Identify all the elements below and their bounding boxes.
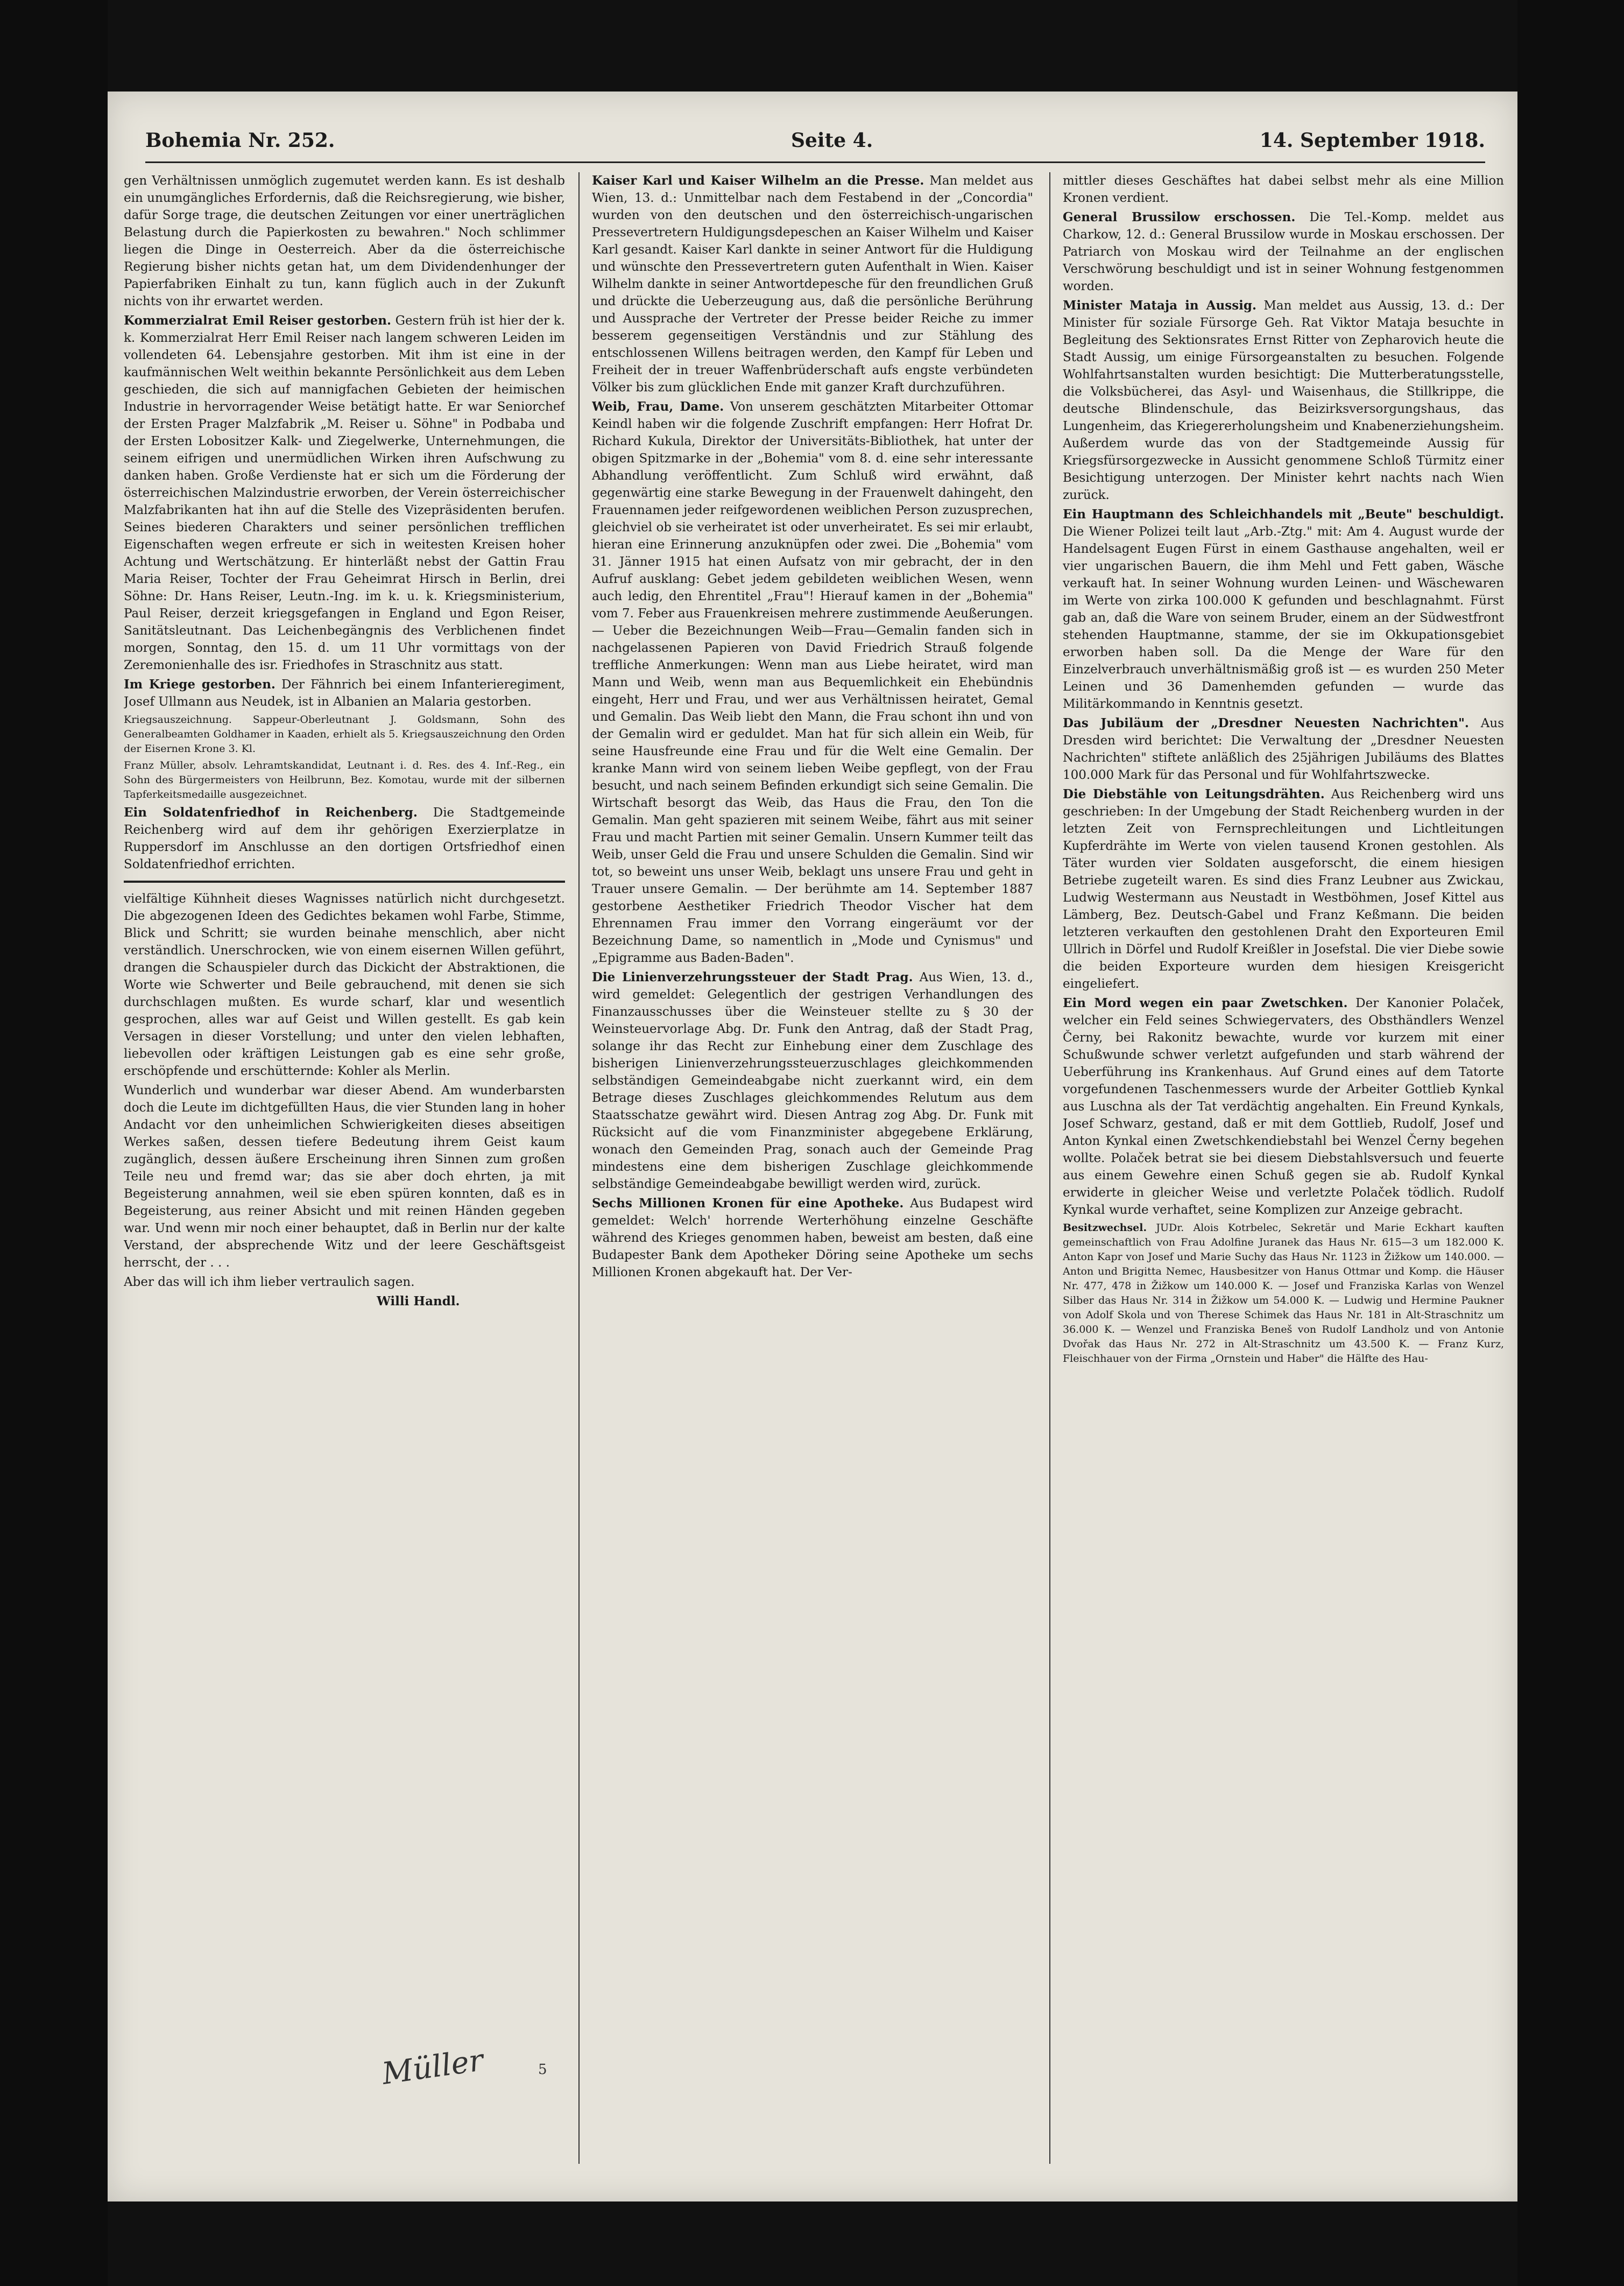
article-block xyxy=(1063,297,1504,504)
column-1 xyxy=(124,172,565,2164)
section-divider xyxy=(124,881,565,883)
article-text: Aus Wien, 13. d., wird gemeldet: Gelegentlich der gestrigen Verhandlungen des Finanzausschusses über die Weinsteuer stellte zu § 30 der Weinsteuervorlage Abg. Dr. Funk den Antrag, daß der Stadt Prag, solange ihr das Recht zur Einhebung einer dem Zuschlage des bisherigen Linienverzehrungssteuerzuschlages gleichkommenden selbständigen Gemeindeabgabe nicht zuerkannt wird, ein dem Betrage dieses Zuschlages gleichkommendes Relutum aus dem Staatsschatze gewährt wird. Diesen Antrag zog Abg. Dr. Funk mit Rücksicht auf die vom Finanzminister abgegebene Erklärung, wonach den Gemeinden Prag, sonach auch der Gemeinde Prag mindestens eine dem bisherigen Zuschlage gleichkommende selbständige Gemeindeabgabe bewilligt werden wird, zurück. xyxy=(592,970,1033,1191)
article-text: Die Wiener Polizei teilt laut „Arb.-Ztg." mit: Am 4. August wurde der Handelsagent Eugen Fürst in einem Gasthause angehalten, weil er vier ungarischen Bauern, die ihm Mehl und Fett gaben, Wäsche verkauft hat. In seiner Wohnung wurden Leinen- und Wäschewaren im Werte von zirka 100.000 K gefunden und beschlagnahmt. Fürst gab an, daß die Ware von seinem Bruder, einem an der Südwestfront stehenden Hauptmanne, stamme, der sie im Okkupationsgebiet erworben haben soll. Da die Menge der Ware für den Einzelverbrauch unverhältnismäßig groß ist — es wurden 250 Meter Leinen und 36 Damenhemden gefunden — wurde das Militärkommando in Kenntnis gesetzt. xyxy=(1063,525,1504,711)
article-block xyxy=(124,676,565,711)
article-text: JUDr. Alois Kotrbelec, Sekretär und Marie Eckhart kauften gemeinschaftlich von Frau Adolfine Juranek das Haus Nr. 615—3 um 182.000 K. Anton Kapr von Josef und Marie Suchy das Haus Nr. 1123 in Žižkow um 140.000. — Anton und Brigitta Nemec, Hausbesitzer von Hanus Ottmar und Komp. die Häuser Nr. 477, 478 in Žižkow um 140.000 K. — Josef und Franziska Karlas von Wenzel Silber das Haus Nr. 314 in Žižkow um 54.000 K. — Ludwig und Hermine Paukner von Adolf Skola und von Therese Schimek das Haus Nr. 181 in Alt-Straschnitz um 36.000 K. — Wenzel und Franziska Beneš von Rudolf Landholz und von Antonie Dvořak das Haus Nr. 272 in Alt-Straschnitz um 43.500 K. — Franz Kurz, Fleischhauer von der Firma „Ornstein und Haber" die Hälfte des Hau- xyxy=(1063,1222,1504,1364)
article-text: Gestern früh ist hier der k. k. Kommerzialrat Herr Emil Reiser nach langem schweren Leiden im vollendeten 64. Lebensjahre gestorben. Mit ihm ist eine in der kaufmännischen Welt weithin bekannte Persönlichkeit aus dem Leben geschieden, die sich auf mannigfachen Gebieten der heimischen Industrie in hervorragender Weise betätigt hatte. Er war Seniorchef der Ersten Prager Malzfabrik „M. Reiser u. Söhne" in Podbaba und der Ersten Lobositzer Kalk- und Ziegelwerke, Unternehmungen, die seinem eifrigen und unermüdlichen Wirken ihren Aufschwung zu danken haben. Große Verdienste hat er sich um die Förderung der österreichischen Malzindustrie erworben, der Verein österreichischer Malzfabrikanten hat ihn auf die Stelle des Vizepräsidenten berufen. Seines biederen Charakters und seiner persönlichen trefflichen Eigenschaften wegen erfreute er sich in weitesten Kreisen hoher Achtung und Wertschätzung. Er hinterläßt nebst der Gattin Frau Maria Reiser, Tochter der Frau Geheimrat Hirsch in Berlin, drei Söhne: Dr. Hans Reiser, Leutn.-Ing. im k. u. k. Kriegsministerium, Paul Reiser, derzeit kriegsgefangen in England und Egon Reiser, Sanitätsleutnant. Das Leichenbegängnis des Verblichenen findet morgen, Sonntag, den 15. d. um 11 Uhr vormittags von der Zeremonienhalle des isr. Friedhofes in Straschnitz aus statt. xyxy=(124,314,565,672)
article-heading: Sechs Millionen Kronen für eine Apotheke. xyxy=(592,1196,904,1211)
article-text: Aus Reichenberg wird uns geschrieben: In der Umgebung der Stadt Reichenberg wurden in der letzten Zeit von Fernsprechleitungen und Lichtleitungen Kupferdrähte im Werte von vielen tausend Kronen gestohlen. Als Täter wurden vier Soldaten ausgeforscht, die einem hiesigen Betriebe zugeteilt waren. Es sind dies Franz Leubner aus Zwickau, Ludwig Westermann aus Neustadt in Westböhmen, Josef Kittel aus Lämberg, Bez. Deutsch-Gabel und Franz Keßmann. Die beiden letzteren verkauften den gestohlenen Draht den Exporteuren Emil Ullrich in Dörfel und Rudolf Kreißler in Josefstal. Die vier Diebe sowie die beiden Exporteure wurden dem hiesigen Kreisgericht eingeliefert. xyxy=(1063,787,1504,991)
scan-border-left xyxy=(0,0,108,2286)
article-heading: Kaiser Karl und Kaiser Wilhelm an die Presse. xyxy=(592,173,924,188)
short-notice: Franz Müller, absolv. Lehramtskandidat, Leutnant i. d. Res. des 4. Inf.-Reg., ein Sohn des Bürgermeisters von Heilbrunn, Bez. Komotau, wurde mit der silbernen Tapferkeitsmedaille ausgezeichnet. xyxy=(124,759,565,800)
page-number: Seite 4. xyxy=(791,129,873,152)
article-heading: Die Diebstähle von Leitungsdrähten. xyxy=(1063,787,1325,801)
short-notice: Kriegsauszeichnung. Sappeur-Oberleutnant J. Goldsmann, Sohn des Generalbeamten Goldhamer in Kaaden, erhielt als 5. Kriegsauszeichnung den Orden der Eisernen Krone 3. Kl. xyxy=(124,714,565,755)
article-text: Von unserem geschätzten Mitarbeiter Ottomar Keindl haben wir die folgende Zuschrift empfangen: Herr Hofrat Dr. Richard Kukula, Direktor der Universitäts-Bibliothek, hat unter der obigen Spitzmarke in der „Bohemia" vom 8. d. eine sehr interessante Abhandlung veröffentlicht. Zum Schluß wird erwähnt, daß gegenwärtig eine starke Bewegung in der Frauenwelt dahingeht, den Frauennamen jeder reifgewordenen weiblichen Person zuzusprechen, gleichviel ob sie verheiratet ist oder unverheiratet. Es sei mir erlaubt, hieran eine Erinnerung anzuknüpfen oder zwei. Die „Bohemia" vom 31. Jänner 1915 hat einen Aufsatz von mir gebracht, der in den Aufruf ausklang: Gebet jedem gebildeten weiblichen Wesen, wenn auch ledig, den Ehrentitel „Frau"! Hierauf kamen in der „Bohemia" vom 7. Feber aus Frauenkreisen mehrere zustimmende Aeußerungen. — Ueber die Bezeichnungen Weib—Frau—Gemalin fanden sich in nachgelassenen Papieren von David Friedrich Strauß folgende treffliche Anmerkungen: Wenn man aus Liebe heiratet, wird man Mann und Weib, wenn man aus Bequemlichkeit ein Ehebündnis eingeht, Herr und Frau, und wer aus Verhältnissen heiratet, Gemal und Gemalin. Das Weib liebt den Mann, die Frau schont ihn und von der Gemalin wird er geduldet. Man hat für sich allein ein Weib, für seine Hausfreunde eine Frau und für die Welt eine Gemalin. Der kranke Mann wird von seinem lieben Weibe gepflegt, von der Frau besucht, und nach seinem Befinden erkundigt sich seine Gemalin. Die Wirtschaft besorgt das Weib, das Haus die Frau, den Ton die Gemalin. Man geht spazieren mit seinem Weibe, fährt aus mit seiner Frau und macht Partien mit seiner Gemalin. Unsern Kummer teilt das Weib, unser Geld die Frau und unsere Schulden die Gemalin. Sind wir tot, so beweint uns unser Weib, beklagt uns unsere Frau und geht in Trauer unsere Gemalin. — Der berühmte am 14. September 1887 gestorbene Aesthetiker Friedrich Theodor Vischer hat dem Ehrennamen Frau immer den Vorrang eingeräumt vor der Bezeichnung Dame, so namentlich in „Mode und Cynismus" und „Epigramme aus Baden-Baden". xyxy=(592,400,1033,965)
author-signature: Willi Handl. xyxy=(377,1294,460,1309)
article-block xyxy=(124,312,565,674)
column-rule-1 xyxy=(578,172,580,2164)
article-text: Der Kanonier Polaček, welcher ein Feld seines Schwiegervaters, des Obsthändlers Wenzel Černy, bei Rakonitz bewachte, wurde vor kurzem mit einer Schußwunde schwer verletzt aufgefunden und starb während der Ueberführung ins Krankenhaus. Auf Grund eines auf dem Tatorte vorgefundenen Taschenmessers wurde der Arbeiter Gottlieb Kynkal aus Luschna als der Tat verdächtig angehalten. Ein Freund Kynkals, Josef Schwarz, gestand, daß er mit dem Gottlieb, Rudolf, Josef und Anton Kynkal einen Zwetschkendiebstahl bei Wenzel Černy begehen wollte. Polaček betrat sie bei diesem Diebstahlsversuch und feuerte aus einem Gewehre einen Schuß gegen sie ab. Rudolf Kynkal erwiderte in gleicher Weise und verletzte Polaček tödlich. Rudolf Kynkal wurde verhaftet, seine Komplizen zur Anzeige gebracht. xyxy=(1063,996,1504,1217)
article-block xyxy=(1063,786,1504,993)
feuilleton-text: Wunderlich und wunderbar war dieser Abend. Am wunderbarsten doch die Leute im dichtgefüllten Haus, die vier Stunden lang in hoher Andacht vor den unheimlichen Schwierigkeiten dieses abseitigen Werkes saßen, dessen tiefere Bedeutung ihrem Geist kaum zugänglich, dessen äußere Erscheinung ihren Sinnen zum großen Teile neu und fremd war; das sie aber doch ehrten, ja mit Begeisterung annahmen, weil sie eben spüren konnten, daß es in Begeisterung, aus reiner Absicht und mit reinen Händen gegeben war. Und wenn mir noch einer behauptet, daß in Berlin nur der kalte Verstand, der absprechende Witz und der leere Geschäftsgeist herrscht, der . . . xyxy=(124,1084,565,1270)
article-text: Die Tel.-Komp. meldet aus Charkow, 12. d.: General Brussilow wurde in Moskau erschossen. Der Patriarch von Moskau wird der Teilnahme an der englischen Verschwörung beschuldigt und ist in seiner Wohnung festgenommen worden. xyxy=(1063,210,1504,293)
article-heading: Im Kriege gestorben. xyxy=(124,677,276,692)
masthead-issue: Bohemia Nr. 252. xyxy=(145,129,335,152)
article-block xyxy=(592,398,1033,967)
feuilleton-text: vielfältige Kühnheit dieses Wagnisses natürlich nicht durchgesetzt. Die abgezogenen Ideen des Gedichtes bekamen wohl Farbe, Stimme, Blick und Schritt; sie wurden beinahe menschlich, aber nicht verständlich. Unerschrocken, wie von einem eisernen Willen geführt, drangen die Schauspieler durch das Dickicht der Abstraktionen, die Worte wie Schwerter und Beile gebrauchend, mit denen sie sich durchschlagen mußten. Es wurde scharf, klar und wesentlich gesprochen, alles war auf Geist und Willen gestellt. Es gab kein Versagen in dieser Vorstellung; und unter den vielen lebhaften, liebevollen oder kräftigen Leistungen gab es eine sehr große, erschöpfende und erschütternde: Kohler als Merlin. xyxy=(124,892,565,1078)
article-block xyxy=(1063,995,1504,1219)
article-block xyxy=(592,969,1033,1193)
feuilleton-text: Aber das will ich ihm lieber vertraulich sagen. xyxy=(124,1275,415,1289)
article-block xyxy=(592,1195,1033,1281)
article-text: Der Fähnrich bei einem Infanterieregiment, Josef Ullmann aus Neudek, ist in Albanien an Malaria gestorben. xyxy=(124,678,565,709)
article-text: Aus Budapest wird gemeldet: Welch' horrende Werterhöhung einzelne Geschäfte während des Krieges genommen haben, beweist am besten, daß eine Budapester Bank dem Apotheker Döring seine Apotheke um sechs Millionen Kronen abgekauft hat. Der Ver- xyxy=(592,1197,1033,1279)
newspaper-page xyxy=(108,92,1517,2201)
article-heading: Ein Soldatenfriedhof in Reichenberg. xyxy=(124,805,418,820)
article-block xyxy=(1063,715,1504,784)
column-2 xyxy=(592,172,1033,2164)
article-text: Die Stadtgemeinde Reichenberg wird auf dem ihr gehörigen Exerzierplatze in Ruppersdorf im Anschlusse an den dortigen Ortsfriedhof einen Soldatenfriedhof errichten. xyxy=(124,806,565,871)
article-heading: Ein Mord wegen ein paar Zwetschken. xyxy=(1063,996,1348,1010)
issue-date: 14. September 1918. xyxy=(1259,129,1485,152)
article-heading: Das Jubiläum der „Dresdner Neuesten Nachrichten". xyxy=(1063,716,1469,730)
article-heading: Minister Mataja in Aussig. xyxy=(1063,298,1256,313)
article-block xyxy=(124,804,565,873)
article-text: gen Verhältnissen unmöglich zugemutet werden kann. Es ist deshalb ein unumgängliches Erfordernis, daß die Reichsregierung, wie bisher, dafür Sorge trage, die deutschen Zeitungen vor einer unerträglichen Belastung durch die Papierkosten zu bewahren." Noch schlimmer liegen die Dinge in Oesterreich. Aber da die österreichische Regierung bisher nichts getan hat, um dem Dividendenhunger der Papierfabriken Einhalt zu tun, kann füglich auch in der Zukunft nichts von ihr erwartet werden. xyxy=(124,174,565,308)
article-text: Man meldet aus Wien, 13. d.: Unmittelbar nach dem Festabend in der „Concordia" wurden von den deutschen und den österreichisch-ungarischen Pressevertretern Huldigungsdepeschen an Kaiser Wilhelm und Kaiser Karl gesandt. Kaiser Karl dankte in seiner Antwort für die Huldigung und wünschte den Pressevertretern guten Aufenthalt in Wien. Kaiser Wilhelm dankte in seiner Antwortdepesche für den freundlichen Gruß und drückte die Ueberzeugung aus, daß die persönliche Berührung und Aussprache der Vertreter der Presse beider Reiche zu immer besserem gegenseitigen Verständnis und zur Stählung des entschlossenen Willens beitragen werden, den Kampf für Leben und Freiheit der in treuer Waffenbrüderschaft aufs engste verbündeten Völker bis zum glücklichen Ende mit ganzer Kraft durchzuführen. xyxy=(592,174,1033,395)
article-heading: Die Linienverzehrungssteuer der Stadt Prag. xyxy=(592,970,913,984)
scan-border-right xyxy=(1517,0,1624,2286)
article-block xyxy=(1063,1221,1504,1366)
article-heading: Kommerzialrat Emil Reiser gestorben. xyxy=(124,313,391,328)
article-block xyxy=(1063,209,1504,295)
column-rule-2 xyxy=(1049,172,1050,2164)
article-block xyxy=(1063,506,1504,713)
article-block xyxy=(592,172,1033,396)
article-heading: General Brussilow erschossen. xyxy=(1063,210,1296,224)
page-mark: 5 xyxy=(538,2062,547,2078)
article-heading: Besitzwechsel. xyxy=(1063,1222,1147,1234)
page-header xyxy=(145,124,1485,163)
article-heading: Ein Hauptmann des Schleichhandels mit „Beute" beschuldigt. xyxy=(1063,507,1504,522)
article-text: Man meldet aus Aussig, 13. d.: Der Minister für soziale Fürsorge Geh. Rat Viktor Mataja besuchte in Begleitung des Sektionsrates Ernst Ritter von Zepharovich heute die Stadt Aussig, um einige Fürsorgeanstalten zu besuchen. Folgende Wohlfahrtsanstalten wurden besichtigt: Die Mutterberatungsstelle, die Volksbücherei, das Asyl- und Waisenhaus, die Stillkrippe, die deutsche Blindenschule, das Beizirksversorgungshaus, das Lungenheim, das Kriegererholungsheim und Knabenerziehungsheim. Außerdem wurde das von der Stadtgemeinde Aussig für Kriegsfürsorgezwecke in Aussicht genommene Schloß Türmitz einer Besichtigung unterzogen. Der Minister kehrt nachts nach Wien zurück. xyxy=(1063,299,1504,502)
column-3 xyxy=(1063,172,1504,2164)
article-heading: Weib, Frau, Dame. xyxy=(592,399,724,414)
article-text: mittler dieses Geschäftes hat dabei selbst mehr als eine Million Kronen verdient. xyxy=(1063,174,1504,205)
article-text: Aus Dresden wird berichtet: Die Verwaltung der „Dresdner Neuesten Nachrichten" stiftete anläßlich des 25jährigen Jubiläums des Blattes 100.000 Mark für das Personal und für Wohlfahrtszwecke. xyxy=(1063,716,1504,782)
handwritten-annotation: Müller xyxy=(379,2043,486,2092)
